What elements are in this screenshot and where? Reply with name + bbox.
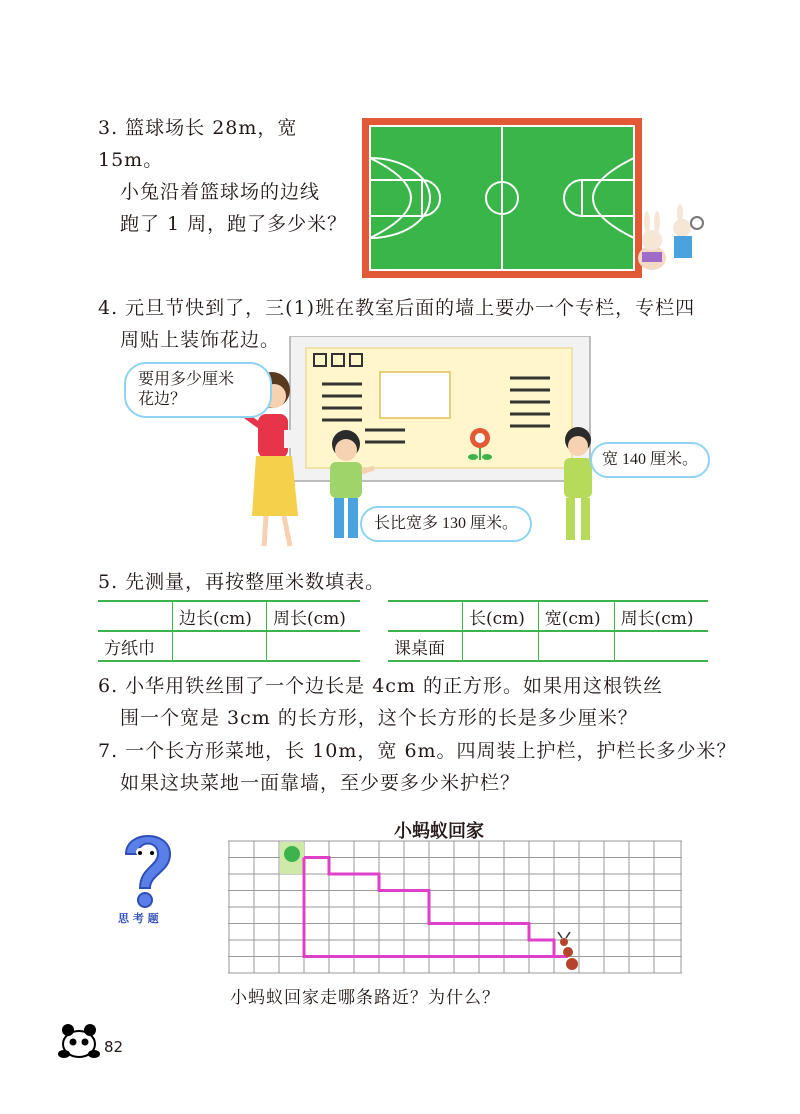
rabbit-icon	[638, 211, 666, 270]
boy-speech-bubble	[360, 506, 532, 542]
table1-cell-perimeter[interactable]	[267, 631, 360, 661]
q6-line-2: 围一个宽是 3cm 的长方形，这个长方形的长是多少厘米？	[120, 707, 638, 729]
q4-line-1: 4. 元旦节快到了，三(1)班在教室后面的墙上要办一个专栏，专栏四	[98, 297, 696, 319]
table2-row-label: 课桌面	[388, 631, 463, 661]
ant-question: 小蚂蚁回家走哪条路近？为什么？	[230, 988, 500, 1007]
question-mark-mascot-icon	[112, 824, 182, 914]
table1-row-label: 方纸巾	[98, 631, 173, 661]
teacher-bubble-line-2: 花边？	[138, 391, 187, 408]
measure-table-desk	[388, 600, 708, 662]
panda-icon	[56, 1018, 102, 1060]
boy-bubble-text: 长比宽多 130 厘米。	[374, 515, 519, 532]
page-number: 82	[104, 1038, 124, 1056]
measure-table-square-tissue	[98, 600, 360, 662]
table2-cell-width[interactable]	[538, 631, 614, 661]
q3-line-3: 跑了 1 周，跑了多少米？	[120, 213, 348, 235]
table2-header-width: 宽(cm)	[538, 601, 614, 631]
q3-line-1: 3. 篮球场长 28m，宽 15m。	[98, 117, 298, 171]
question-7	[98, 735, 758, 799]
q7-line-2: 如果这块菜地一面靠墙，至少要多少米护栏？	[120, 772, 521, 794]
table2-header-perimeter: 周长(cm)	[614, 601, 708, 631]
basketball-court-illustration	[362, 118, 707, 278]
q6-line-1: 6. 小华用铁丝围了一个边长是 4cm 的正方形。如果用这根铁丝	[98, 675, 663, 697]
table2-cell-perimeter[interactable]	[614, 631, 708, 661]
table2-header-blank	[388, 601, 463, 631]
table2-cell-length[interactable]	[463, 631, 539, 661]
girl-speech-bubble	[590, 442, 710, 478]
girl-bubble-text: 宽 140 厘米。	[602, 451, 699, 468]
q5-line: 5. 先测量，再按整厘米数填表。	[98, 571, 386, 593]
question-3	[98, 112, 358, 240]
table1-header-blank	[98, 601, 173, 631]
ant-icon	[558, 932, 578, 970]
table1-header-perimeter: 周长(cm)	[267, 601, 360, 631]
table1-cell-side[interactable]	[173, 631, 267, 661]
teacher-bubble-line-1: 要用多少厘米	[138, 371, 235, 388]
rabbit-referee-icon	[673, 204, 703, 258]
q7-line-1: 7. 一个长方形菜地，长 10m，宽 6m。四周装上护栏，护栏长多少米？	[98, 740, 737, 762]
teacher-speech-bubble	[124, 362, 272, 418]
question-6	[98, 670, 738, 734]
question-5	[98, 566, 385, 598]
table2-header-length: 长(cm)	[463, 601, 539, 631]
ant-path-title: 小蚂蚁回家	[394, 821, 484, 842]
q4-line-2: 周贴上装饰花边。	[120, 329, 281, 351]
q3-line-2: 小兔沿着篮球场的边线	[120, 181, 321, 203]
table1-header-side: 边长(cm)	[173, 601, 267, 631]
ant-path-grid	[228, 840, 684, 974]
home-icon	[280, 842, 304, 874]
thinking-badge: 思 考 题	[118, 912, 159, 925]
